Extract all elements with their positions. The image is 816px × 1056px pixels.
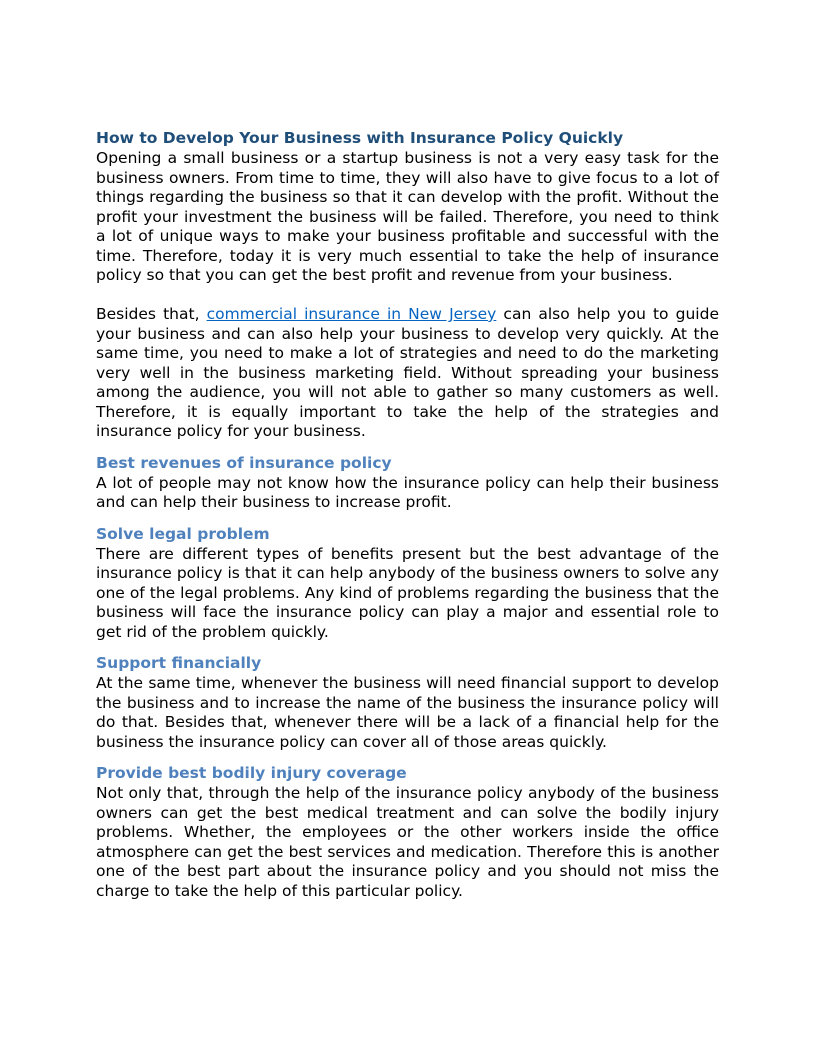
second-paragraph-rest: can also help you to guide your business and can also help your business to develop very quickly. At the same time, you need to make a lot of strategies and need to do the marketing very well in the business marketing field. Without spreading your business among the audience, you will not able to gather so many customers as well. Therefore, it is equally important to take the help of the strategies and insurance policy for your business. xyxy=(96,305,719,440)
section-heading-financial: Support financially xyxy=(96,654,262,672)
section-heading-revenues: Best revenues of insurance policy xyxy=(96,453,392,472)
section-body-injury: Not only that, through the help of the insurance policy anybody of the business owners can get the best medical treatment and can solve the bodily injury problems. Whether, the employees or the other workers inside the office atmosphere can get the best services and medication. Therefore this is another one of the best part about the insurance policy and you should not miss the charge to take the help of this particular policy. xyxy=(96,784,719,900)
document-title: How to Develop Your Business with Insurance Policy Quickly xyxy=(96,129,624,147)
second-paragraph-lead: Besides that, xyxy=(96,305,207,323)
section-body-revenues: A lot of people may not know how the insurance policy can help their business and can help their business to increase profit. xyxy=(96,473,719,511)
document-page xyxy=(96,129,719,901)
section-heading-legal: Solve legal problem xyxy=(96,524,270,543)
section-body-financial: At the same time, whenever the business will need financial support to develop the business and to increase the name of the business the insurance policy will do that. Besides that, whenever there will be a lack of a financial help for the business the insurance policy can cover all of those areas quickly. xyxy=(96,674,719,751)
intro-paragraph: Opening a small business or a startup business is not a very easy task for the business owners. From time to time, they will also have to give focus to a lot of things regarding the business so that it can develop with the profit. Without the profit your investment the business will be failed. Therefore, you need to think a lot of unique ways to make your business profitable and successful with the time. Therefore, today it is very much essential to take the help of insurance policy so that you can get the best profit and revenue from your business. xyxy=(96,149,719,284)
section-heading-injury: Provide best bodily injury coverage xyxy=(96,764,407,782)
commercial-insurance-link[interactable]: commercial insurance in New Jersey xyxy=(206,305,497,323)
second-paragraph xyxy=(96,305,719,442)
section-body-legal: There are different types of benefits present but the best advantage of the insurance policy is that it can help anybody of the business owners to solve any one of the legal problems. Any kind of problems regarding the business that the business will face the insurance policy can play a major and essential role to get rid of the problem quickly. xyxy=(96,544,719,641)
